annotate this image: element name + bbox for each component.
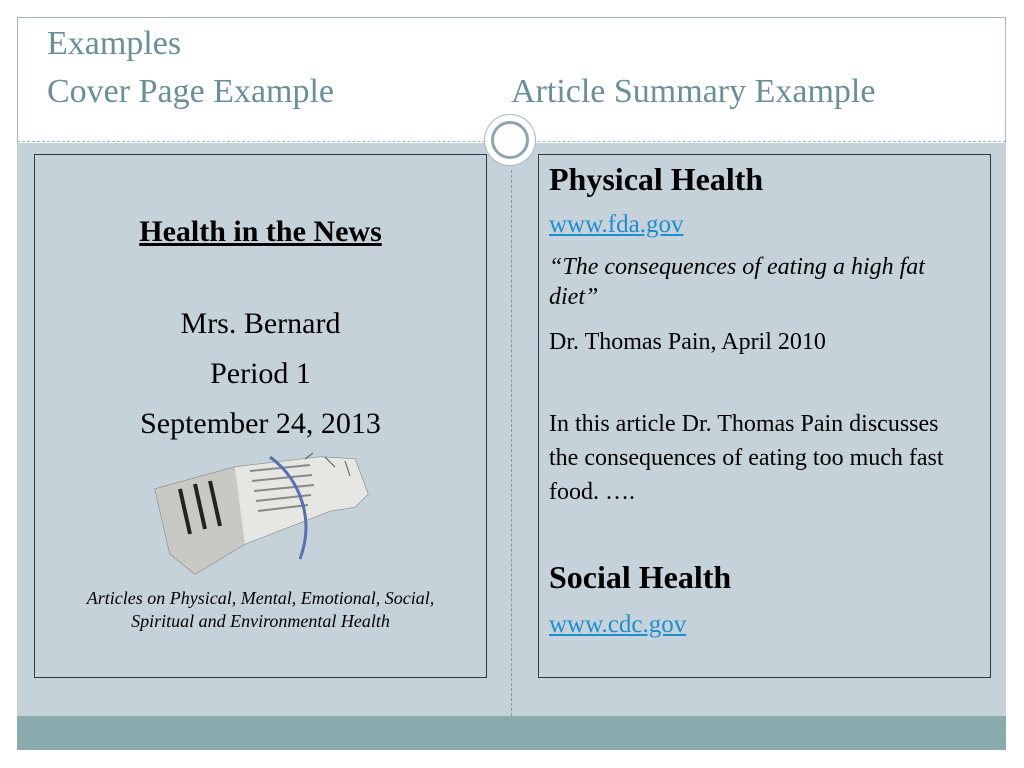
cover-page-example-heading: Cover Page Example	[47, 73, 335, 110]
circle-ornament-icon	[484, 114, 536, 166]
slide-title: Examples	[47, 25, 182, 62]
physical-health-link[interactable]: www.fda.gov	[549, 211, 684, 238]
article-summary-example-heading: Article Summary Example	[511, 73, 876, 110]
social-health-link[interactable]: www.cdc.gov	[549, 611, 687, 638]
physical-health-author: Dr. Thomas Pain, April 2010	[549, 329, 826, 355]
cover-title	[35, 215, 486, 249]
circle-ornament-inner	[491, 121, 529, 159]
cover-period: Period 1	[210, 357, 311, 390]
cover-page-panel	[34, 154, 487, 678]
article-summary-panel	[538, 154, 991, 678]
physical-health-heading: Physical Health	[549, 161, 764, 197]
newspaper-image	[150, 449, 370, 577]
physical-health-summary: In this article Dr. Thomas Pain discusses the consequences of eating too much fast food. ….	[549, 411, 944, 505]
cover-caption: Articles on Physical, Mental, Emotional, Social, Spiritual and Environmental Health	[86, 588, 435, 631]
cover-title-text: Health in the News	[139, 215, 382, 248]
column-divider	[511, 170, 512, 716]
social-health-heading: Social Health	[549, 559, 732, 595]
physical-health-quote: “The consequences of eating a high fat diet”	[549, 254, 925, 310]
title-area	[0, 0, 1024, 125]
footer-bar	[17, 716, 1006, 750]
cover-date: September 24, 2013	[140, 407, 381, 440]
cover-name: Mrs. Bernard	[180, 307, 341, 340]
